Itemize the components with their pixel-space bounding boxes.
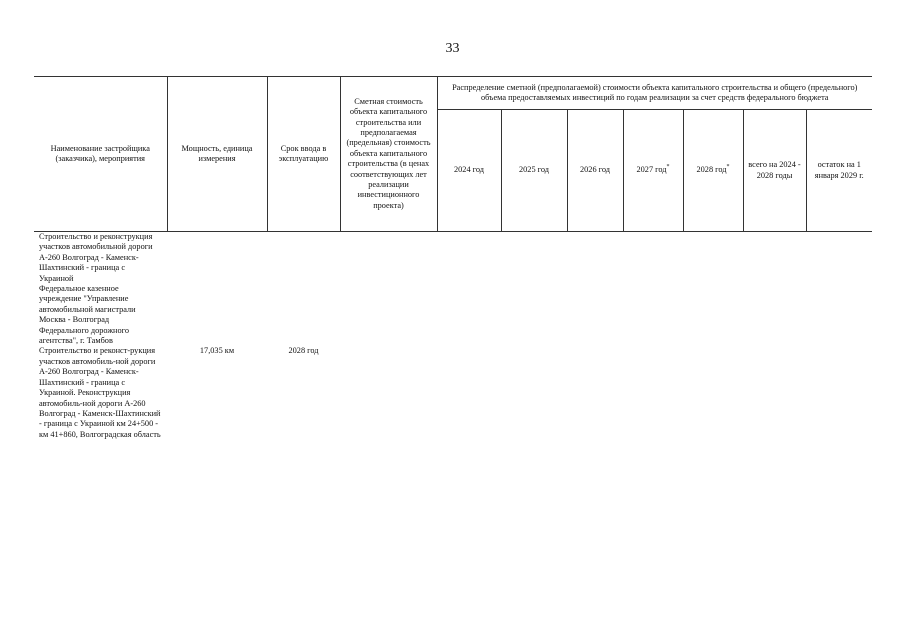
investment-table — [34, 76, 872, 440]
header-estimate: Сметная стоимость объекта капитального строительства или предполагаемая (предельная) стоимость объекта капитального строительства (в ценах соответствующих лет реализации инвестиционного проекта) — [340, 77, 437, 232]
row-capacity: 17,035 км — [199, 346, 235, 356]
header-remainder: остаток на 1 января 2029 г. — [806, 110, 872, 232]
header-year-2026: 2026 год — [567, 110, 623, 232]
year-2028-label: 2028 год — [696, 165, 727, 175]
page-number: 33 — [445, 41, 460, 56]
table-row — [34, 346, 872, 440]
row-name-project — [34, 232, 167, 285]
year-2027-label: 2027 год — [636, 165, 667, 175]
header-year-2025: 2025 год — [501, 110, 567, 232]
header-year-2024: 2024 год — [437, 110, 501, 232]
year-2028-footnote-mark: * — [726, 164, 730, 171]
row-name-text: Федеральное казенное учреждение "Управление автомобильной магистрали Москва - Волгоград Федерального дорожного агентства", г. Тамбов — [39, 284, 136, 346]
row-name-activity — [34, 346, 167, 440]
header-name: Наименование застройщика (заказчика), мероприятия — [34, 77, 167, 232]
year-2027-footnote-mark: * — [666, 164, 670, 171]
row-name-text: Строительство и реконст-рукция участков автомобиль-ной дороги А-260 Волгоград - Каменск-Шахтинский - граница с Украиной. Реконструкция автомобиль-ной дороги А-260 Волгоград - Каменск-Шахтинский - граница с Украиной км 24+500 - км 41+860, Волгоградская область — [39, 346, 161, 439]
row-commission: 2028 год — [288, 346, 319, 356]
row-name-customer — [34, 284, 167, 346]
table-row — [34, 284, 872, 346]
table-row — [34, 232, 872, 285]
header-commission: Срок ввода в эксплуатацию — [267, 77, 340, 232]
row-name-text: Строительство и реконструкция участков автомобильной дороги А-260 Волгоград - Каменск-Шахтинский - граница с Украиной — [39, 232, 153, 283]
header-year-2028 — [683, 110, 743, 232]
header-year-2027 — [623, 110, 683, 232]
header-distribution: Распределение сметной (предполагаемой) стоимости объекта капитального строительства и общего (предельного) объема предоставляемых инвестиций по годам реализации за счет средств федерального бюджета — [437, 77, 872, 110]
header-capacity: Мощность, единица измерения — [167, 77, 267, 232]
header-total: всего на 2024 - 2028 годы — [743, 110, 806, 232]
